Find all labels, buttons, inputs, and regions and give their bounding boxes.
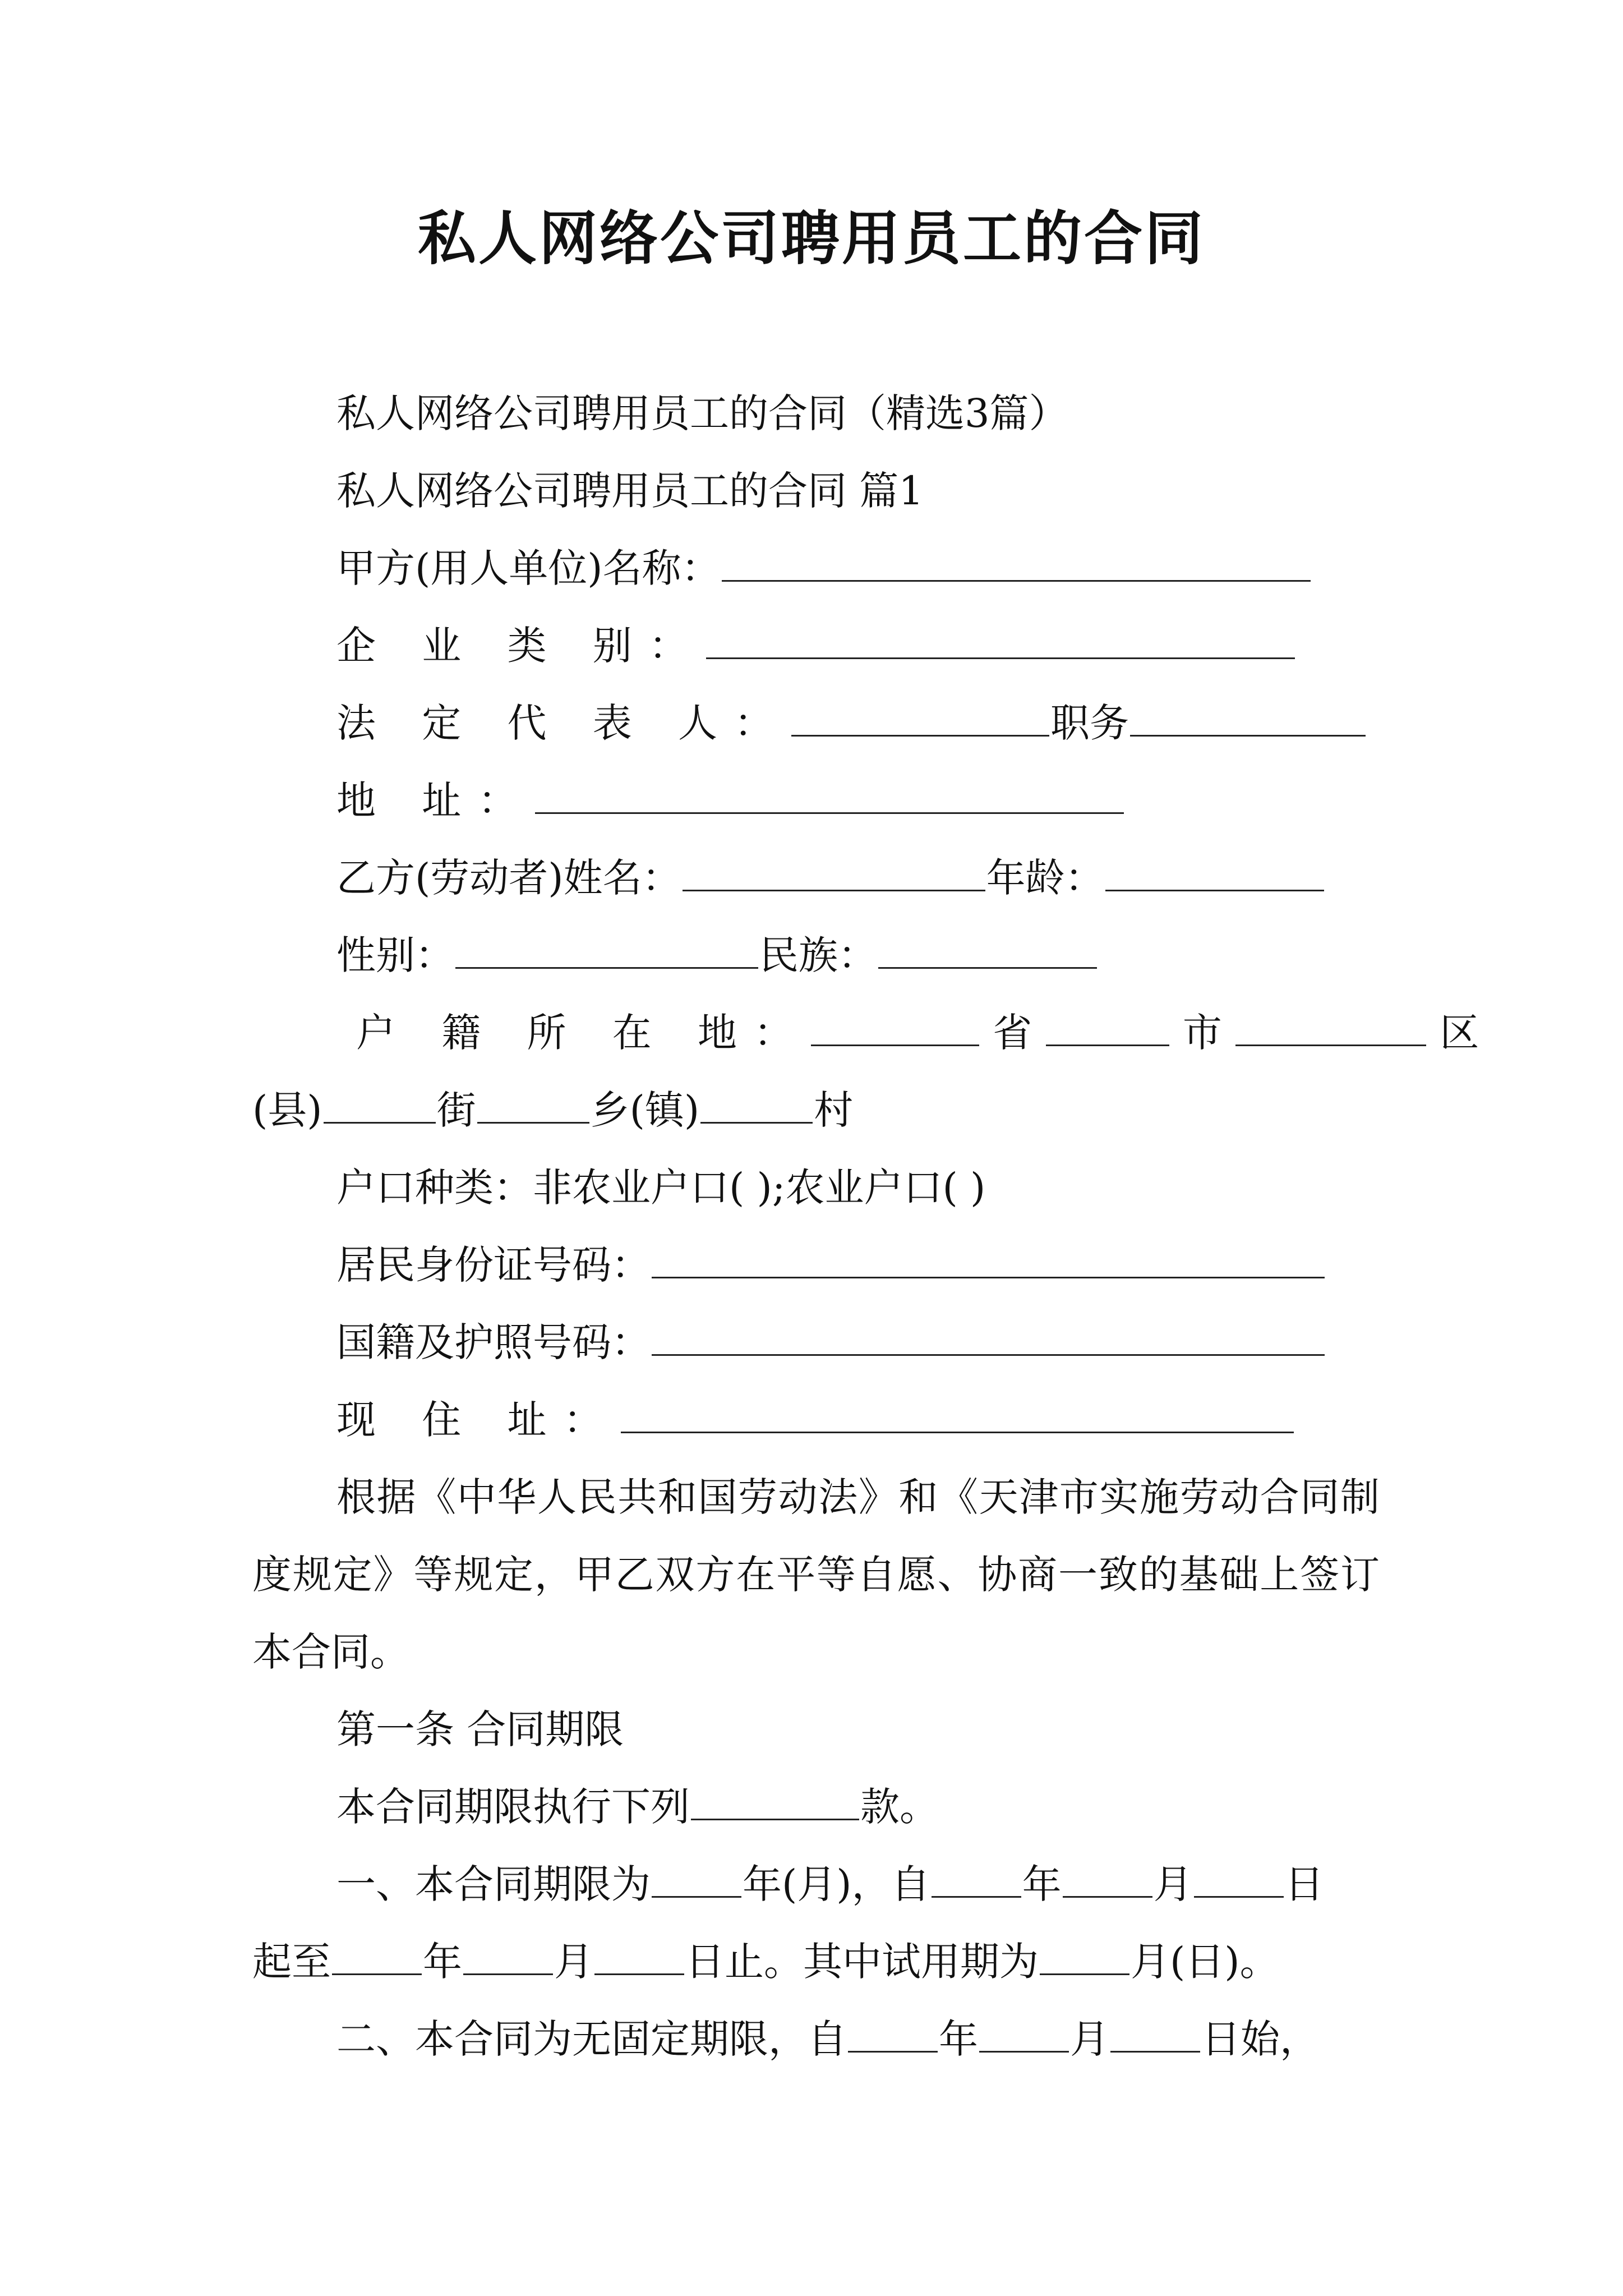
passport-row xyxy=(336,1304,1326,1381)
household-location-label: 户 籍 所 在 地： xyxy=(356,1010,810,1056)
item1-text-d: 日止。其中试用期为 xyxy=(685,1939,1039,1985)
household-location-row xyxy=(356,994,1479,1071)
age-label: 年龄： xyxy=(986,855,1104,901)
legal-rep-label: 法 定 代 表 人： xyxy=(336,700,791,746)
party-a-name-label: 甲方(用人单位)名称： xyxy=(336,545,721,591)
district-label: 区 xyxy=(1440,1010,1479,1056)
document-title: 私人网络公司聘用员工的合同 xyxy=(417,204,1205,273)
id-number-row xyxy=(336,1226,1326,1304)
article1-intro xyxy=(336,1768,939,1846)
city-field[interactable] xyxy=(1046,1009,1169,1046)
current-address-label: 现 住 址： xyxy=(336,1397,620,1443)
village-label: 村 xyxy=(814,1087,854,1133)
position-label: 职务 xyxy=(1050,700,1129,746)
address-field[interactable] xyxy=(535,776,1124,814)
article1-heading: 第一条 合同期限 xyxy=(336,1706,624,1752)
start-year-label: 年 xyxy=(1022,1861,1062,1907)
province-label: 省 xyxy=(993,1010,1032,1056)
township-field[interactable] xyxy=(700,1086,813,1124)
party-b-name-row xyxy=(336,839,1325,917)
id-number-label: 居民身份证号码： xyxy=(336,1242,651,1288)
party-b-name-field[interactable] xyxy=(683,854,985,891)
passport-field[interactable] xyxy=(652,1318,1325,1356)
start-month-field[interactable] xyxy=(1063,1860,1152,1898)
term-length-field[interactable] xyxy=(652,1860,741,1898)
open-year-label: 年 xyxy=(939,2016,978,2062)
start-day-field[interactable] xyxy=(1194,1860,1284,1898)
open-year-field[interactable] xyxy=(848,2015,938,2053)
article1-intro-text: 本合同期限执行下列 xyxy=(336,1784,690,1830)
ethnicity-label: 民族： xyxy=(759,932,877,978)
household-location-row-2 xyxy=(252,1071,853,1149)
item1-text-a: 一、本合同期限为 xyxy=(336,1861,651,1907)
county-field[interactable] xyxy=(324,1086,436,1124)
legal-rep-field[interactable] xyxy=(791,699,1049,737)
legal-rep-row xyxy=(336,684,1367,762)
start-month-label: 月 xyxy=(1153,1861,1193,1907)
subtitle: 私人网络公司聘用员工的合同（精选3篇） xyxy=(336,390,1068,436)
street-field[interactable] xyxy=(477,1086,589,1124)
city-label: 市 xyxy=(1182,1010,1222,1056)
item1-text-e: 月(日)。 xyxy=(1131,1939,1279,1985)
county-label: (县) xyxy=(252,1087,322,1133)
street-label: 街 xyxy=(436,1087,476,1133)
open-day-field[interactable] xyxy=(1110,2015,1200,2053)
party-b-name-label: 乙方(劳动者)姓名： xyxy=(336,855,681,901)
open-month-label: 月 xyxy=(1070,2016,1109,2062)
district-field[interactable] xyxy=(1235,1009,1426,1046)
section-heading: 私人网络公司聘用员工的合同 篇1 xyxy=(336,468,924,514)
end-year-label: 年 xyxy=(423,1939,462,1985)
id-number-field[interactable] xyxy=(652,1241,1325,1278)
item2-text-b: 日始， xyxy=(1201,2016,1319,2062)
address-row xyxy=(336,762,1125,839)
end-month-label: 月 xyxy=(554,1939,593,1985)
age-field[interactable] xyxy=(1105,854,1324,891)
start-day-label: 日 xyxy=(1284,1861,1324,1907)
current-address-field[interactable] xyxy=(621,1396,1294,1433)
gender-field[interactable] xyxy=(455,931,758,969)
province-field[interactable] xyxy=(811,1009,979,1046)
address-label: 地 址： xyxy=(336,777,534,823)
article1-item2-line1 xyxy=(336,2000,1319,2078)
item1-text-b: 年(月)，自 xyxy=(743,1861,930,1907)
end-month-field[interactable] xyxy=(463,1938,553,1975)
item1-text-c: 起至 xyxy=(252,1939,331,1985)
enterprise-type-field[interactable] xyxy=(706,622,1295,659)
passport-label: 国籍及护照号码： xyxy=(336,1319,651,1365)
start-year-field[interactable] xyxy=(932,1860,1021,1898)
article1-intro-end: 款。 xyxy=(860,1784,939,1830)
article1-item1-line2 xyxy=(252,1923,1279,2000)
open-month-field[interactable] xyxy=(979,2015,1069,2053)
household-type-row: 户口种类：非农业户口( );农业户口( ) xyxy=(336,1165,986,1211)
item2-text-a: 二、本合同为无固定期限，自 xyxy=(336,2016,847,2062)
ethnicity-field[interactable] xyxy=(878,931,1097,969)
probation-field[interactable] xyxy=(1040,1938,1129,1975)
township-label: 乡(镇) xyxy=(590,1087,700,1133)
gender-label: 性别： xyxy=(336,932,454,978)
article1-item1-line1 xyxy=(336,1846,1324,1923)
end-year-field[interactable] xyxy=(332,1938,422,1975)
party-a-name-field[interactable] xyxy=(722,544,1311,582)
position-field[interactable] xyxy=(1130,699,1366,737)
gender-row xyxy=(336,917,1098,994)
end-day-field[interactable] xyxy=(594,1938,684,1975)
preamble-paragraph: 根据《中华人民共和国劳动法》和《天津市实施劳动合同制度规定》等规定，甲乙双方在平等自愿、协商一致的基础上签订本合同。 xyxy=(252,1474,1380,1675)
enterprise-type-row xyxy=(336,607,1296,684)
enterprise-type-label: 企 业 类 别： xyxy=(336,623,705,669)
party-a-name-row xyxy=(336,530,1312,607)
article1-clause-field[interactable] xyxy=(691,1783,859,1820)
current-address-row xyxy=(336,1381,1295,1458)
